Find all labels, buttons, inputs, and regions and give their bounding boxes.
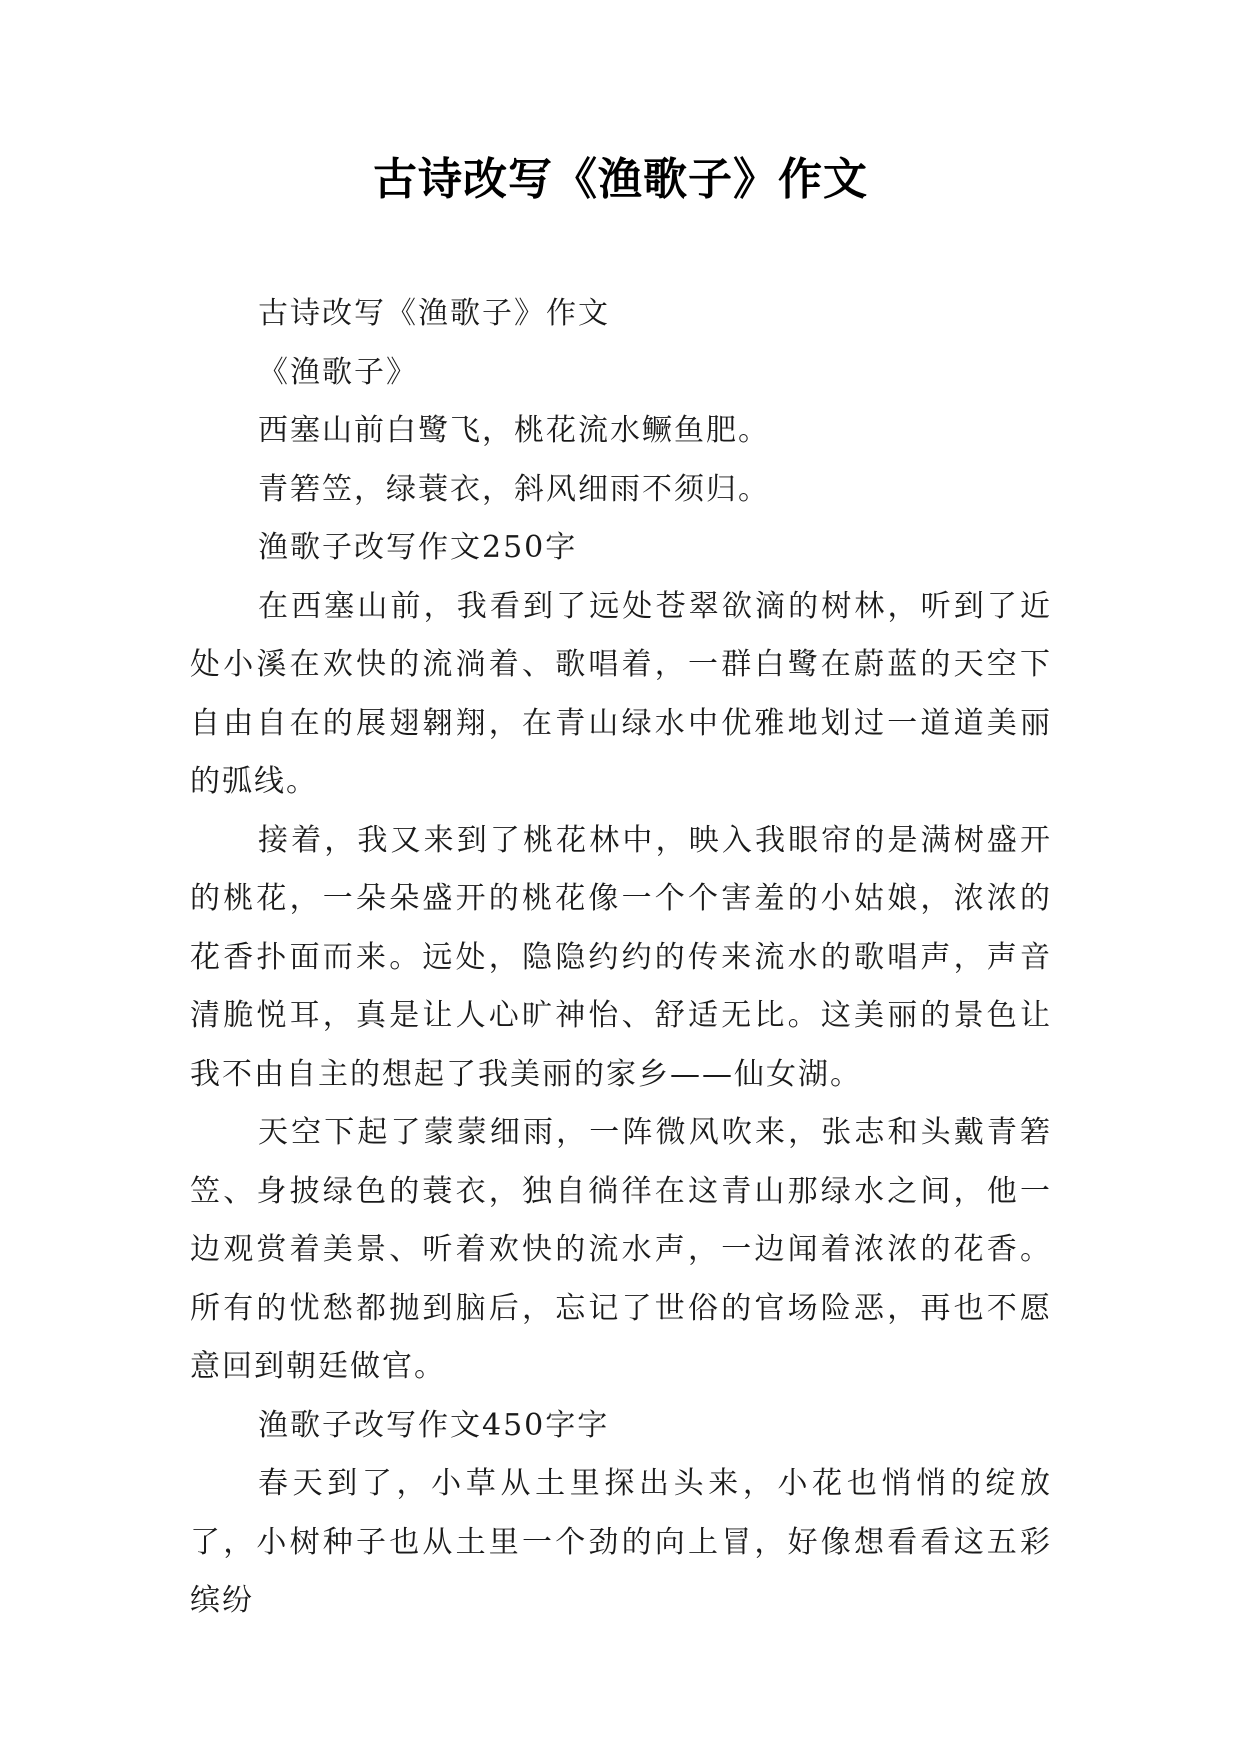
paragraph-poem-line-2: 青箬笠，绿蓑衣，斜风细雨不须归。 [258,471,770,507]
paragraph-section-heading-250: 渔歌子改写作文250字 [258,530,578,565]
paragraph-essay-1: 在西塞山前，我看到了远处苍翠欲滴的树林，听到了近处小溪在欢快的流淌着、歌唱着，一群白鹭在蔚蓝的天空下自由自在的展翅翱翔，在青山绿水中优雅地划过一道道美丽的弧线。 [190,588,1052,799]
paragraph-essay-4: 春天到了，小草从土里探出头来，小花也悄悄的绽放了，小树种子也从土里一个劲的向上冒，好像想看看这五彩缤纷 [190,1466,1052,1618]
paragraph-section-heading-450: 渔歌子改写作文450字字 [258,1407,610,1443]
paragraph-essay-3: 天空下起了蒙蒙细雨，一阵微风吹来，张志和头戴青箬笠、身披绿色的蓑衣，独自徜徉在这青山那绿水之间，他一边观赏着美景、听着欢快的流水声，一边闻着浓浓的花香。所有的忧愁都抛到脑后，忘记了世俗的官场险恶，再也不愿意回到朝廷做官。 [190,1115,1052,1384]
document-title: 古诗改写《渔歌子》作文 [373,154,868,205]
paragraph-subtitle: 古诗改写《渔歌子》作文 [258,296,610,331]
paragraph-poem-line-1: 西塞山前白鹭飞，桃花流水鳜鱼肥。 [258,413,770,448]
paragraph-essay-2: 接着，我又来到了桃花林中，映入我眼帘的是满树盛开的桃花，一朵朵盛开的桃花像一个个害羞的小姑娘，浓浓的花香扑面而来。远处，隐隐约约的传来流水的歌唱声，声音清脆悦耳，真是让人心旷神怡、舒适无比。这美丽的景色让我不由自主的想起了我美丽的家乡——仙女湖。 [190,822,1052,1092]
document-body [190,285,1052,1631]
paragraph-poem-title: 《渔歌子》 [258,354,418,390]
